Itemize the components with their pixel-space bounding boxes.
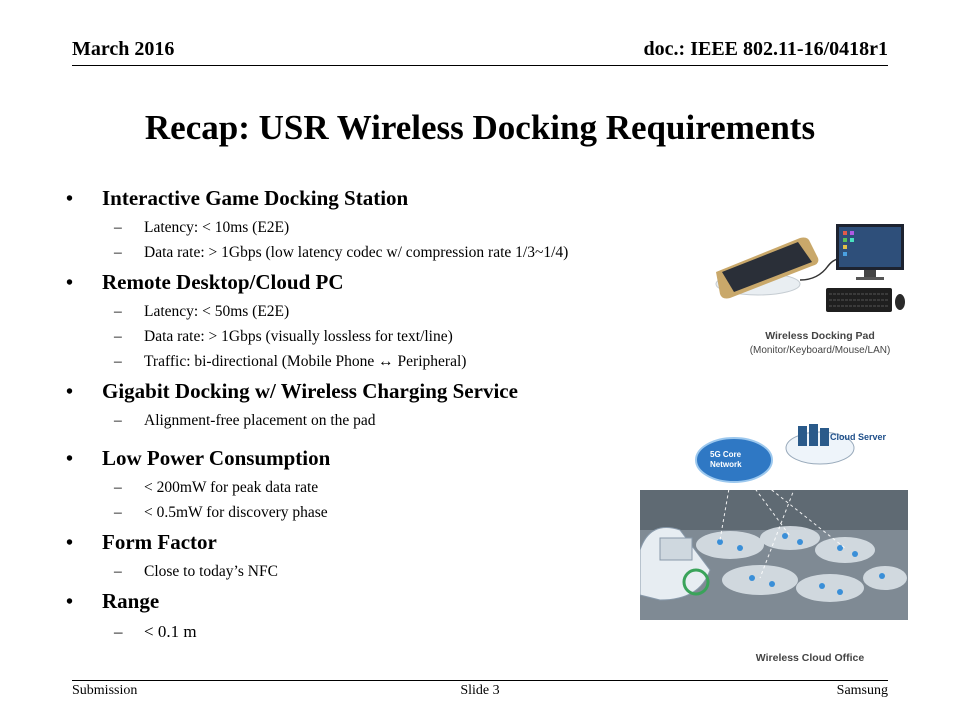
bullet-section [66,186,686,262]
bullet-item: • Form Factor [66,530,217,554]
sub-bullet: – Traffic: bi-directional (Mobile Phone ↔ Peripheral) [114,353,467,370]
sub-bullet-text: Latency: < 10ms (E2E) [144,219,290,236]
bullet-item: • Interactive Game Docking Station [66,186,409,210]
bullet-text: Form Factor [102,530,217,554]
figure1-caption-title: Wireless Docking Pad [765,330,875,342]
footer-divider [72,680,888,681]
cloud-office-scene [640,420,908,620]
header-doc-id: doc.: IEEE 802.11-16/0418r1 [643,38,888,60]
bullet-item: • Remote Desktop/Cloud PC [66,270,344,294]
mouse-icon [895,294,905,310]
sub-bullet-text: Data rate: > 1Gbps (low latency codec w/ compression rate 1/3~1/4) [144,244,569,261]
monitor-icon [836,224,904,280]
sub-bullet: – Latency: < 50ms (E2E) [114,303,290,320]
bullet-text: Low Power Consumption [102,446,331,470]
sub-bullet: – Latency: < 10ms (E2E) [114,219,290,236]
sub-bullet-text: < 0.1 m [144,622,197,641]
bullet-section [66,379,686,430]
cloud-office-image [640,420,908,620]
sub-bullet: – < 0.1 m [114,622,197,641]
sub-bullet: – Data rate: > 1Gbps (low latency codec w/ compression rate 1/3~1/4) [114,244,569,261]
footer-left: Submission [72,683,138,698]
sub-bullet-text: Alignment-free placement on the pad [144,412,376,429]
bullet-item: • Gigabit Docking w/ Wireless Charging Service [66,379,518,403]
bullet-item: • Range [66,589,160,613]
footer-right: Samsung [836,683,888,698]
sub-bullet-text: < 200mW for peak data rate [144,479,319,496]
bullet-section [66,530,686,581]
figure2-caption: Wireless Cloud Office [755,652,865,664]
keyboard-icon [826,288,892,312]
header-date: March 2016 [72,38,175,60]
docking-pad-image [708,222,908,322]
network-label: 5G Core Network [710,450,742,469]
sub-bullet-text: Latency: < 50ms (E2E) [144,303,290,320]
bullet-item: • Low Power Consumption [66,446,331,470]
bullet-text: Gigabit Docking w/ Wireless Charging Service [102,379,518,403]
sub-bullet-text: < 0.5mW for discovery phase [144,504,328,521]
header-divider [72,65,888,66]
sub-bullet-text: Close to today’s NFC [144,563,278,580]
bullet-text: Range [102,589,160,613]
sub-bullet: – < 0.5mW for discovery phase [114,504,328,521]
bullet-section [66,446,686,522]
bullet-text: Interactive Game Docking Station [102,186,409,210]
sub-bullet: – Alignment-free placement on the pad [114,412,376,429]
cloud-server-label: Cloud Server [830,432,887,442]
slide-title: Recap: USR Wireless Docking Requirements [144,108,816,147]
sub-bullet-text: Data rate: > 1Gbps (visually lossless for text/line) [144,328,453,345]
sub-bullet: – Data rate: > 1Gbps (visually lossless for text/line) [114,328,453,345]
bullet-section [66,589,686,642]
footer-slide-number: Slide 3 [460,683,500,698]
sub-bullet-text: Traffic: bi-directional (Mobile Phone ↔ Peripheral) [144,353,467,370]
figure1-caption-sub: (Monitor/Keyboard/Mouse/LAN) [749,345,891,356]
bullet-text: Remote Desktop/Cloud PC [102,270,344,294]
server-icon [798,424,829,446]
sub-bullet: – Close to today’s NFC [114,563,278,580]
sub-bullet: – < 200mW for peak data rate [114,479,319,496]
bullet-list [66,186,686,646]
bullet-section [66,270,686,371]
